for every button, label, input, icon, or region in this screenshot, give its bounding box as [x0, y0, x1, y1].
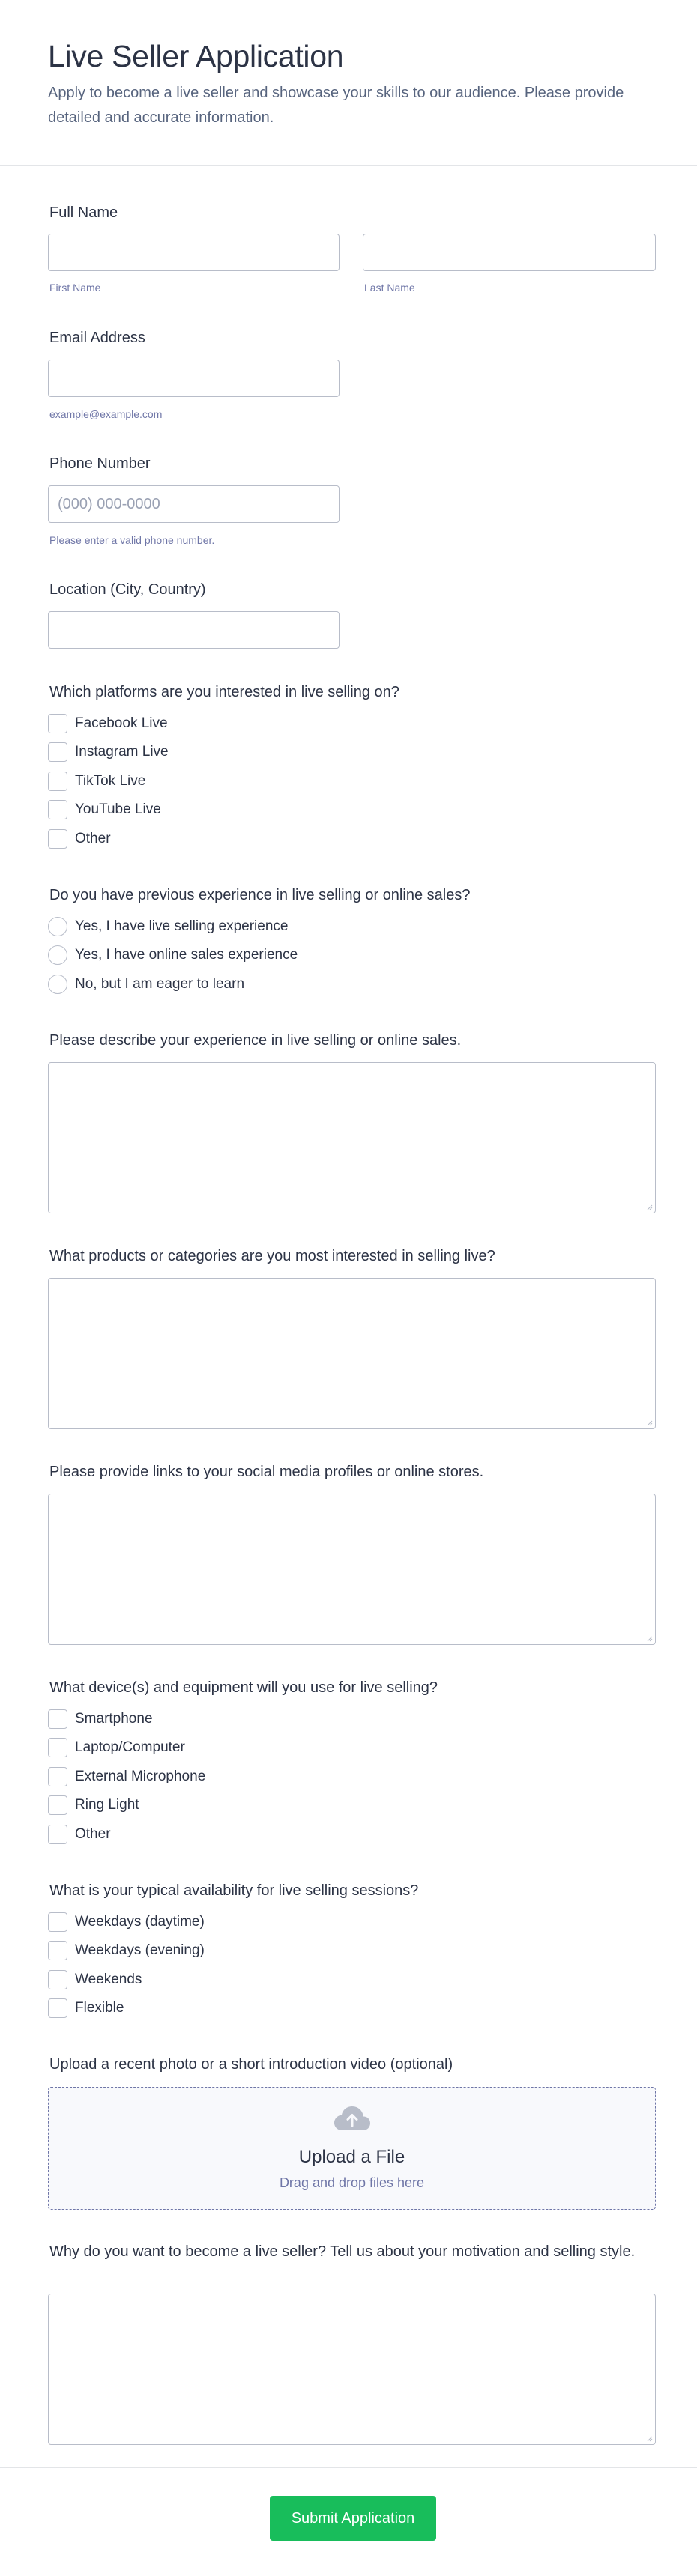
checkbox[interactable] [48, 1767, 67, 1786]
option-label: Weekdays (daytime) [75, 1914, 205, 1930]
products-label: What products or categories are you most interested in selling live? [49, 1248, 495, 1264]
availability-option-weekday-evening[interactable] [48, 1941, 205, 1960]
option-label: Weekends [75, 1972, 142, 1987]
form-footer [0, 2467, 697, 2576]
resize-handle-icon[interactable] [646, 1419, 653, 1426]
last-name-sublabel: Last Name [364, 282, 415, 294]
file-upload-dropzone[interactable] [48, 2087, 656, 2210]
option-label: Flexible [75, 2000, 124, 2016]
platforms-label: Which platforms are you interested in live selling on? [49, 684, 399, 700]
checkbox[interactable] [48, 829, 67, 849]
last-name-input[interactable] [363, 234, 656, 271]
phone-input[interactable] [48, 485, 340, 523]
phone-sublabel: Please enter a valid phone number. [49, 534, 215, 546]
form-description: Apply to become a live seller and showcase your skills to our audience. Please provide detailed and accurate information. [48, 85, 624, 126]
resize-handle-icon[interactable] [646, 2435, 653, 2442]
upload-subtitle: Drag and drop files here [279, 2175, 425, 2190]
radio-button[interactable] [48, 945, 67, 965]
device-option-microphone[interactable] [48, 1767, 205, 1786]
phone-label: Phone Number [49, 455, 151, 472]
option-label: External Microphone [75, 1769, 206, 1784]
cloud-upload-icon [333, 2105, 372, 2132]
option-label: Weekdays (evening) [75, 1942, 205, 1958]
form-header [0, 0, 697, 166]
email-sublabel: example@example.com [49, 408, 163, 420]
location-label: Location (City, Country) [49, 581, 206, 598]
platform-option-youtube[interactable] [48, 800, 161, 819]
devices-label: What device(s) and equipment will you use for live selling? [49, 1679, 438, 1696]
option-label: TikTok Live [75, 773, 146, 789]
availability-option-flexible[interactable] [48, 1998, 124, 2018]
checkbox[interactable] [48, 772, 67, 791]
submit-button[interactable]: Submit Application [270, 2496, 436, 2541]
resize-handle-icon[interactable] [646, 1204, 653, 1210]
location-input[interactable] [48, 611, 340, 649]
email-label: Email Address [49, 330, 145, 346]
option-label: Yes, I have online sales experience [75, 947, 298, 963]
option-label: Other [75, 1826, 111, 1842]
experience-option-live[interactable] [48, 917, 288, 936]
first-name-input[interactable] [48, 234, 340, 271]
social-links-label: Please provide links to your social media profiles or online stores. [49, 1464, 484, 1480]
checkbox[interactable] [48, 1970, 67, 1989]
checkbox[interactable] [48, 1709, 67, 1729]
describe-experience-label: Please describe your experience in live selling or online sales. [49, 1032, 462, 1049]
checkbox[interactable] [48, 1738, 67, 1757]
radio-button[interactable] [48, 917, 67, 936]
device-option-other[interactable] [48, 1825, 111, 1844]
experience-option-online[interactable] [48, 945, 298, 965]
checkbox[interactable] [48, 1825, 67, 1844]
checkbox[interactable] [48, 742, 67, 762]
option-label: Laptop/Computer [75, 1739, 185, 1755]
full-name-label: Full Name [49, 204, 118, 221]
checkbox[interactable] [48, 1912, 67, 1932]
upload-title: Upload a File [298, 2147, 405, 2167]
option-label: Facebook Live [75, 715, 168, 731]
option-label: Other [75, 831, 111, 846]
platform-option-tiktok[interactable] [48, 772, 145, 791]
motivation-label: Why do you want to become a live seller? Tell us about your motivation and selling style. [49, 2243, 636, 2260]
checkbox[interactable] [48, 1998, 67, 2018]
option-label: Ring Light [75, 1797, 139, 1813]
device-option-laptop[interactable] [48, 1738, 185, 1757]
experience-label: Do you have previous experience in live selling or online sales? [49, 887, 471, 903]
resize-handle-icon[interactable] [646, 1635, 653, 1642]
option-label: Instagram Live [75, 744, 169, 760]
option-label: No, but I am eager to learn [75, 976, 245, 992]
experience-option-none[interactable] [48, 975, 244, 994]
motivation-textarea[interactable] [48, 2294, 656, 2445]
availability-option-weekends[interactable] [48, 1970, 142, 1989]
checkbox[interactable] [48, 1795, 67, 1815]
social-links-textarea[interactable] [48, 1494, 656, 1645]
email-input[interactable] [48, 360, 340, 397]
option-label: YouTube Live [75, 801, 161, 817]
checkbox[interactable] [48, 800, 67, 819]
platform-option-instagram[interactable] [48, 742, 169, 762]
availability-option-weekday-day[interactable] [48, 1912, 205, 1932]
option-label: Yes, I have live selling experience [75, 918, 289, 934]
platform-option-facebook[interactable] [48, 714, 168, 733]
checkbox[interactable] [48, 1941, 67, 1960]
availability-label: What is your typical availability for live selling sessions? [49, 1882, 419, 1899]
phone-placeholder: (000) 000-0000 [58, 496, 160, 512]
upload-label: Upload a recent photo or a short introduction video (optional) [49, 2056, 453, 2073]
platform-option-other[interactable] [48, 829, 111, 849]
first-name-sublabel: First Name [49, 282, 101, 294]
checkbox[interactable] [48, 714, 67, 733]
products-textarea[interactable] [48, 1278, 656, 1429]
form-title: Live Seller Application [48, 39, 344, 73]
device-option-ring-light[interactable] [48, 1795, 139, 1815]
option-label: Smartphone [75, 1711, 153, 1727]
radio-button[interactable] [48, 975, 67, 994]
describe-experience-textarea[interactable] [48, 1062, 656, 1213]
device-option-smartphone[interactable] [48, 1709, 153, 1729]
